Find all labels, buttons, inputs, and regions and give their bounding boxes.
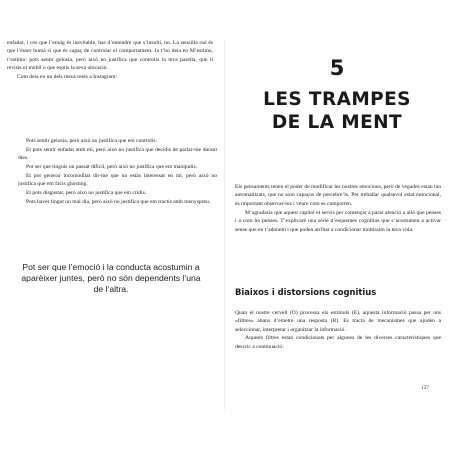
page-number: 127: [421, 385, 430, 391]
right-page: [225, 0, 449, 449]
quote-line: Et pots disgustar, però això no justifica que em cridis.: [26, 189, 147, 196]
quote-list: [7, 137, 217, 206]
section-body: [235, 309, 441, 351]
left-page: [0, 0, 224, 449]
chapter-intro: [235, 183, 441, 234]
quote-line: Pot ser que tinguis un passat difícil, però això no justifica que em manipulis.: [26, 163, 198, 170]
intro-paragraph: enfadat, i cos que l’enuig és inevitable, has d’entendre que s’insulti, no. La senzilla raó és que l’ésser humà sí que és capaç de controlar el comportament. Ja t’ho deia en M’estimo, t’estimo: pots sentir gelosia, però això no justifica que controlis la teva parella, que li revisis el mòbil o que espiis la seva ubicació.: [7, 40, 213, 72]
chapter-title: [225, 89, 449, 134]
body-paragraph: M’agradaria que aquest capítol et servís per començar a parar atenció a allò que penses i a com ho penses. T’explicaré una sèrie d’esquemes cognitius que s’acostumen a activar sense que en t’adonem i que poden arribar a condicionar moltíssim la teva vida.: [235, 209, 441, 233]
pull-quote: Pot ser que l’emoció i la conducta acostumin a aparèixer juntes, però no són dependents l’una de l’altra.: [21, 262, 201, 294]
body-paragraph: Aquests filtres estan condicionats per algunes de les diverses característiques que descric a continuació:: [235, 335, 441, 350]
chapter-number: 5: [329, 56, 345, 80]
left-body-text: [7, 39, 213, 81]
chapter-title-line: DE LA MENT: [271, 111, 403, 133]
section-heading: Biaixos i distorsions cognitius: [235, 287, 377, 297]
chapter-title-line: LES TRAMPES: [263, 89, 411, 110]
quote-line: Pots sentir gelosia, però això no justifica que em controlis.: [26, 138, 157, 144]
body-paragraph: Els pensaments tenen el poder de modificar les nostres emocions, però de vegades estan tan automatitzats, que no som capaços de percebre’ls. Per treballar qualsevol estat emocional, és important observar-los i veure com es comporten.: [235, 184, 441, 207]
body-paragraph: Quan el nostre cervell (O) processa els estímuls (E), aquesta informació passa per uns «filtres» abans d’emetre una resposta (R). Es tracta de mecanismes que ajuden a seleccionar, interpretar i organitzar la informació.: [235, 310, 441, 333]
quote-line: Et pot generar incomoditat dir-me que no estàs interessat en mi, però això no justifica que em facis ghosting.: [18, 172, 217, 187]
quote-line: Pots haver tingut un mal dia, però això no justifica que em tractis amb menyspreu.: [26, 198, 211, 205]
intro-paragraph-2: Com deia en un dels meus reels a Instagram:: [17, 73, 118, 80]
quote-line: Et pots sentir enfadat amb mi, però això no justifica que decidis de parlar-me durant dies.: [18, 146, 217, 162]
